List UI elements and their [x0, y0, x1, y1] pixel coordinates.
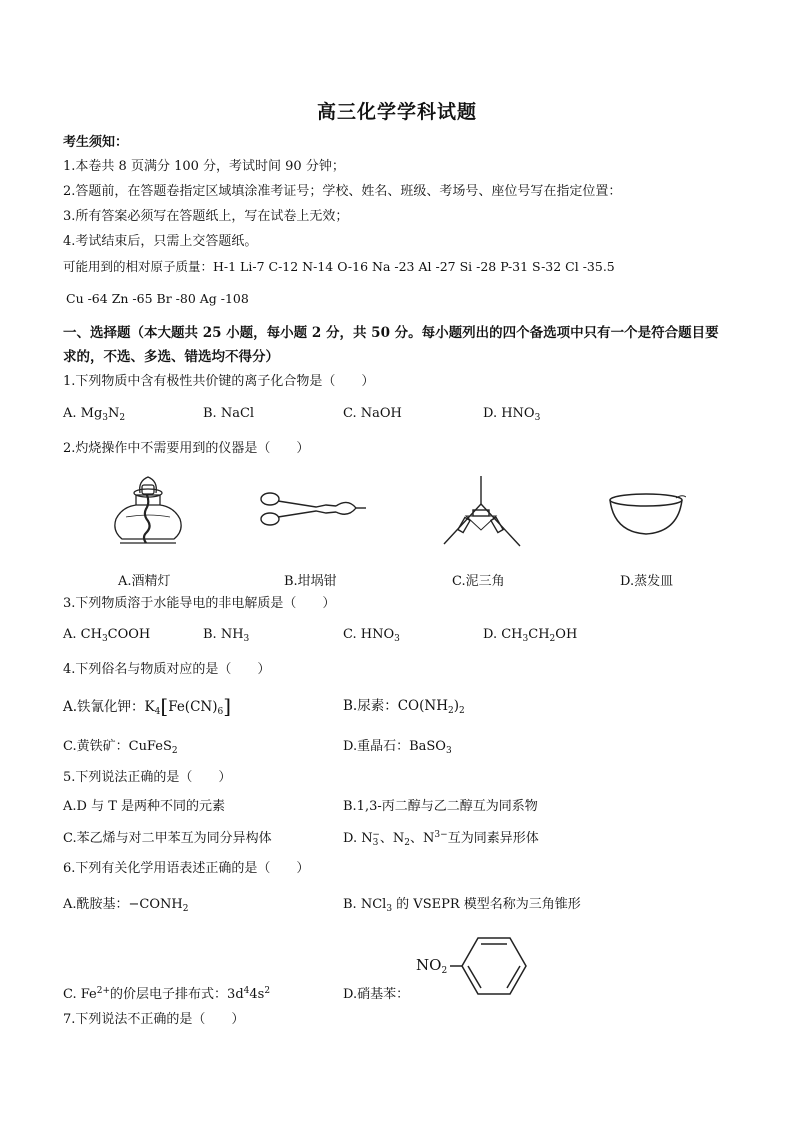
notice-item-1: 1.本卷共 8 页满分 100 分，考试时间 90 分钟； — [63, 159, 345, 174]
notice-item-3: 3.所有答案必须写在答题纸上，写在试卷上无效； — [63, 209, 349, 224]
nitro-group-label: $NO_2$ — [416, 956, 448, 976]
crucible-tongs-figure — [256, 484, 372, 534]
q3-option-a: A. $CH_3COOH$ — [63, 627, 151, 644]
atomic-masses-line-1: 可能用到的相对原子质量：H-1 Li-7 C-12 N-14 O-16 Na -23 Al -27 Si -28 P-31 S-32 Cl -35.5 — [63, 259, 615, 274]
q1-option-d: D. $HNO_3$ — [483, 406, 541, 423]
q4-option-c: C.黄铁矿：CuFeS$_2$ — [63, 739, 178, 756]
q2-stem: 2.灼烧操作中不需要用到的仪器是（ ） — [63, 441, 310, 456]
section-heading-line-2: 求的，不选、多选、错选均不得分） — [63, 349, 279, 365]
q3-option-c: C. $HNO_3$ — [343, 627, 400, 644]
q2-option-c: C.泥三角 — [452, 574, 505, 589]
q1-stem: 1.下列物质中含有极性共价键的离子化合物是（ ） — [63, 374, 375, 389]
q1-option-b: B. NaCl — [203, 406, 255, 421]
q2-option-b: B.坩埚钳 — [284, 574, 337, 589]
q6-option-c: C. $Fe^{2+}$的价层电子排布式：$3d^44s^2$ — [63, 986, 271, 1002]
q4-option-b: B.尿素：$CO(NH_2)_2$ — [343, 698, 465, 716]
q3-option-b: B. $NH_3$ — [203, 627, 250, 644]
q2-option-a: A.酒精灯 — [118, 574, 171, 589]
q5-option-c: C.苯乙烯与对二甲苯互为同分异构体 — [63, 831, 272, 846]
q3-option-d: D. $CH_3CH_2OH$ — [483, 627, 578, 644]
page-title: 高三化学学科试题 — [316, 101, 477, 123]
notice-heading: 考生须知： — [63, 135, 129, 150]
benzene-ring-figure — [448, 930, 536, 1002]
evaporating-dish-figure — [606, 490, 686, 540]
q6-option-d: D.硝基苯： — [343, 987, 410, 1002]
q5-stem: 5.下列说法正确的是（ ） — [63, 770, 232, 785]
q5-option-d: D. $N_3^-$、$N_2$、$N^{3-}$互为同素异形体 — [343, 830, 539, 848]
q3-stem: 3.下列物质溶于水能导电的非电解质是（ ） — [63, 596, 336, 611]
q4-stem: 4.下列俗名与物质对应的是（ ） — [63, 662, 271, 677]
notice-item-2: 2.答题前，在答题卷指定区域填涂准考证号；学校、姓名、班级、考场号、座位号写在指定位置： — [63, 184, 622, 199]
q5-option-b: B.1,3-丙二醇与乙二醇互为同系物 — [343, 799, 538, 814]
q5-option-a: A.D 与 T 是两种不同的元素 — [63, 799, 226, 814]
section-heading-line-1: 一、选择题（本大题共 25 小题，每小题 2 分，共 50 分。每小题列出的四个备选项中只有一个是符合题目要 — [63, 325, 719, 341]
q4-option-a: A.铁氰化钾：$K_4[Fe(CN)_6]$ — [63, 694, 232, 718]
q6-stem: 6.下列有关化学用语表述正确的是（ ） — [63, 861, 310, 876]
notice-item-4: 4.考试结束后，只需上交答题纸。 — [63, 234, 258, 249]
q6-option-a: A.酰胺基：$-CONH_2$ — [63, 897, 189, 914]
q7-stem: 7.下列说法不正确的是（ ） — [63, 1012, 245, 1027]
alcohol-lamp-figure — [108, 473, 188, 553]
q6-option-b: B. NCl$_3$ 的 VSEPR 模型名称为三角锥形 — [343, 897, 581, 914]
q2-option-d: D.蒸发皿 — [620, 574, 674, 589]
q4-option-d: D.重晶石：BaSO$_3$ — [343, 739, 452, 756]
q1-option-a: A. $Mg_3N_2$ — [63, 406, 126, 423]
atomic-masses-line-2: Cu -64 Zn -65 Br -80 Ag -108 — [66, 291, 249, 306]
clay-triangle-figure — [436, 474, 526, 552]
q1-option-c: C. NaOH — [343, 406, 402, 421]
